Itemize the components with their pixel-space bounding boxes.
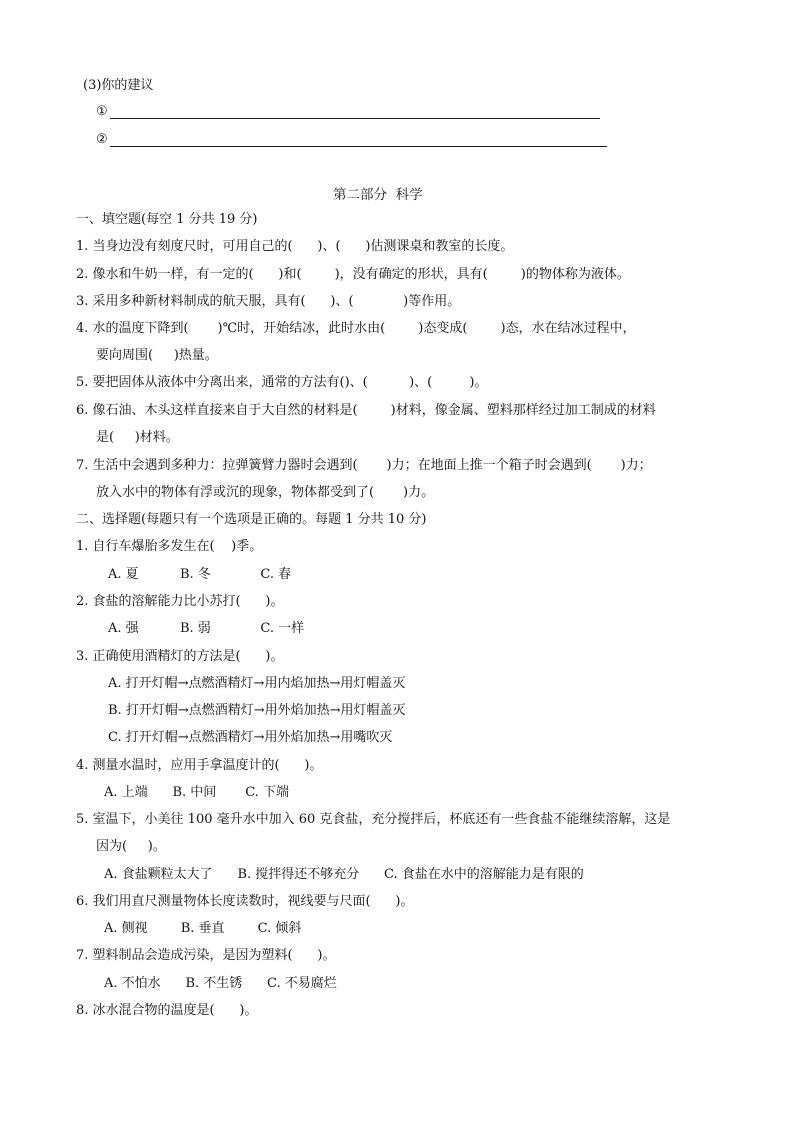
part1-line-6-cont: 是( )材料。	[96, 430, 179, 445]
part2-heading: 二、选择题(每题只有一个选项是正确的。每题 1 分共 10 分)	[76, 512, 427, 527]
section-title: 第二部分 科学	[333, 187, 423, 203]
q5-options: A. 食盐颗粒太大了 B. 搅拌得还不够充分 C. 食盐在水中的溶解能力是有限的	[104, 867, 584, 882]
q7-options: A. 不怕水 B. 不生锈 C. 不易腐烂	[104, 976, 337, 991]
q6-stem: 6. 我们用直尺测量物体长度读数时，视线要与尺面( )。	[76, 894, 414, 909]
part1-heading: 一、填空题(每空 1 分共 19 分)	[76, 212, 258, 227]
q5-stem: 5. 室温下，小美往 100 毫升水中加入 60 克食盐，充分搅拌后，杯底还有一些食盐不能继续溶解，这是	[76, 812, 671, 827]
q3-option-b: B. 打开灯帽→点燃酒精灯→用外焰加热→用灯帽盖灭	[108, 703, 406, 718]
q7-stem: 7. 塑料制品会造成污染，是因为塑料( )。	[76, 948, 336, 963]
q5-stem-cont: 因为( )。	[96, 839, 166, 854]
part1-line-5: 5. 要把固体从液体中分离出来，通常的方法有()、( )、( )。	[76, 375, 488, 390]
q4-stem: 4. 测量水温时，应用手拿温度计的( )。	[76, 758, 323, 773]
q6-options: A. 侧视 B. 垂直 C. 倾斜	[104, 921, 302, 936]
q8-stem: 8. 冰水混合物的温度是( )。	[76, 1003, 258, 1018]
q4-options: A. 上端 B. 中间 C. 下端	[104, 785, 289, 800]
part1-line-6: 6. 像石油、木头这样直接来自于大自然的材料是( )材料，像金属、塑料那样经过加工制成的材料	[76, 403, 656, 418]
q1-options: A. 夏 B. 冬 C. 春	[108, 567, 292, 582]
q3-stem: 3. 正确使用酒精灯的方法是( )。	[76, 649, 284, 664]
part1-line-3: 3. 采用多种新材料制成的航天服，具有( )、( )等作用。	[76, 294, 461, 309]
suggestion-mark-2: ②	[96, 132, 108, 147]
suggestion-mark-1: ①	[96, 104, 108, 119]
part1-line-7: 7. 生活中会遇到多种力：拉弹簧臂力器时会遇到( )力；在地面上推一个箱子时会遇到( )力；	[76, 458, 652, 473]
suggestion-heading: (3)你的建议	[83, 78, 154, 93]
part1-line-1: 1. 当身边没有刻度尺时，可用自己的( )、( )估测课桌和教室的长度。	[76, 239, 514, 254]
answer-line-2	[110, 146, 607, 147]
part1-line-4-cont: 要向周围( )热量。	[96, 348, 218, 363]
answer-line-1	[110, 118, 600, 119]
q1-stem: 1. 自行车爆胎多发生在( )季。	[76, 539, 263, 554]
part1-line-4: 4. 水的温度下降到( )℃时，开始结冰，此时水由( )态变成( )态，水在结冰过程中，	[76, 321, 636, 336]
part1-line-7-cont: 放入水中的物体有浮或沉的现象，物体都受到了( )力。	[96, 485, 435, 500]
q3-option-c: C. 打开灯帽→点燃酒精灯→用外焰加热→用嘴吹灭	[108, 730, 393, 745]
q2-stem: 2. 食盐的溶解能力比小苏打( )。	[76, 594, 284, 609]
q2-options: A. 强 B. 弱 C. 一样	[108, 621, 305, 636]
part1-line-2: 2. 像水和牛奶一样，有一定的( )和( )，没有确定的形状，具有( )的物体称为液体。	[76, 267, 630, 282]
q3-option-a: A. 打开灯帽→点燃酒精灯→用内焰加热→用灯帽盖灭	[108, 676, 406, 691]
